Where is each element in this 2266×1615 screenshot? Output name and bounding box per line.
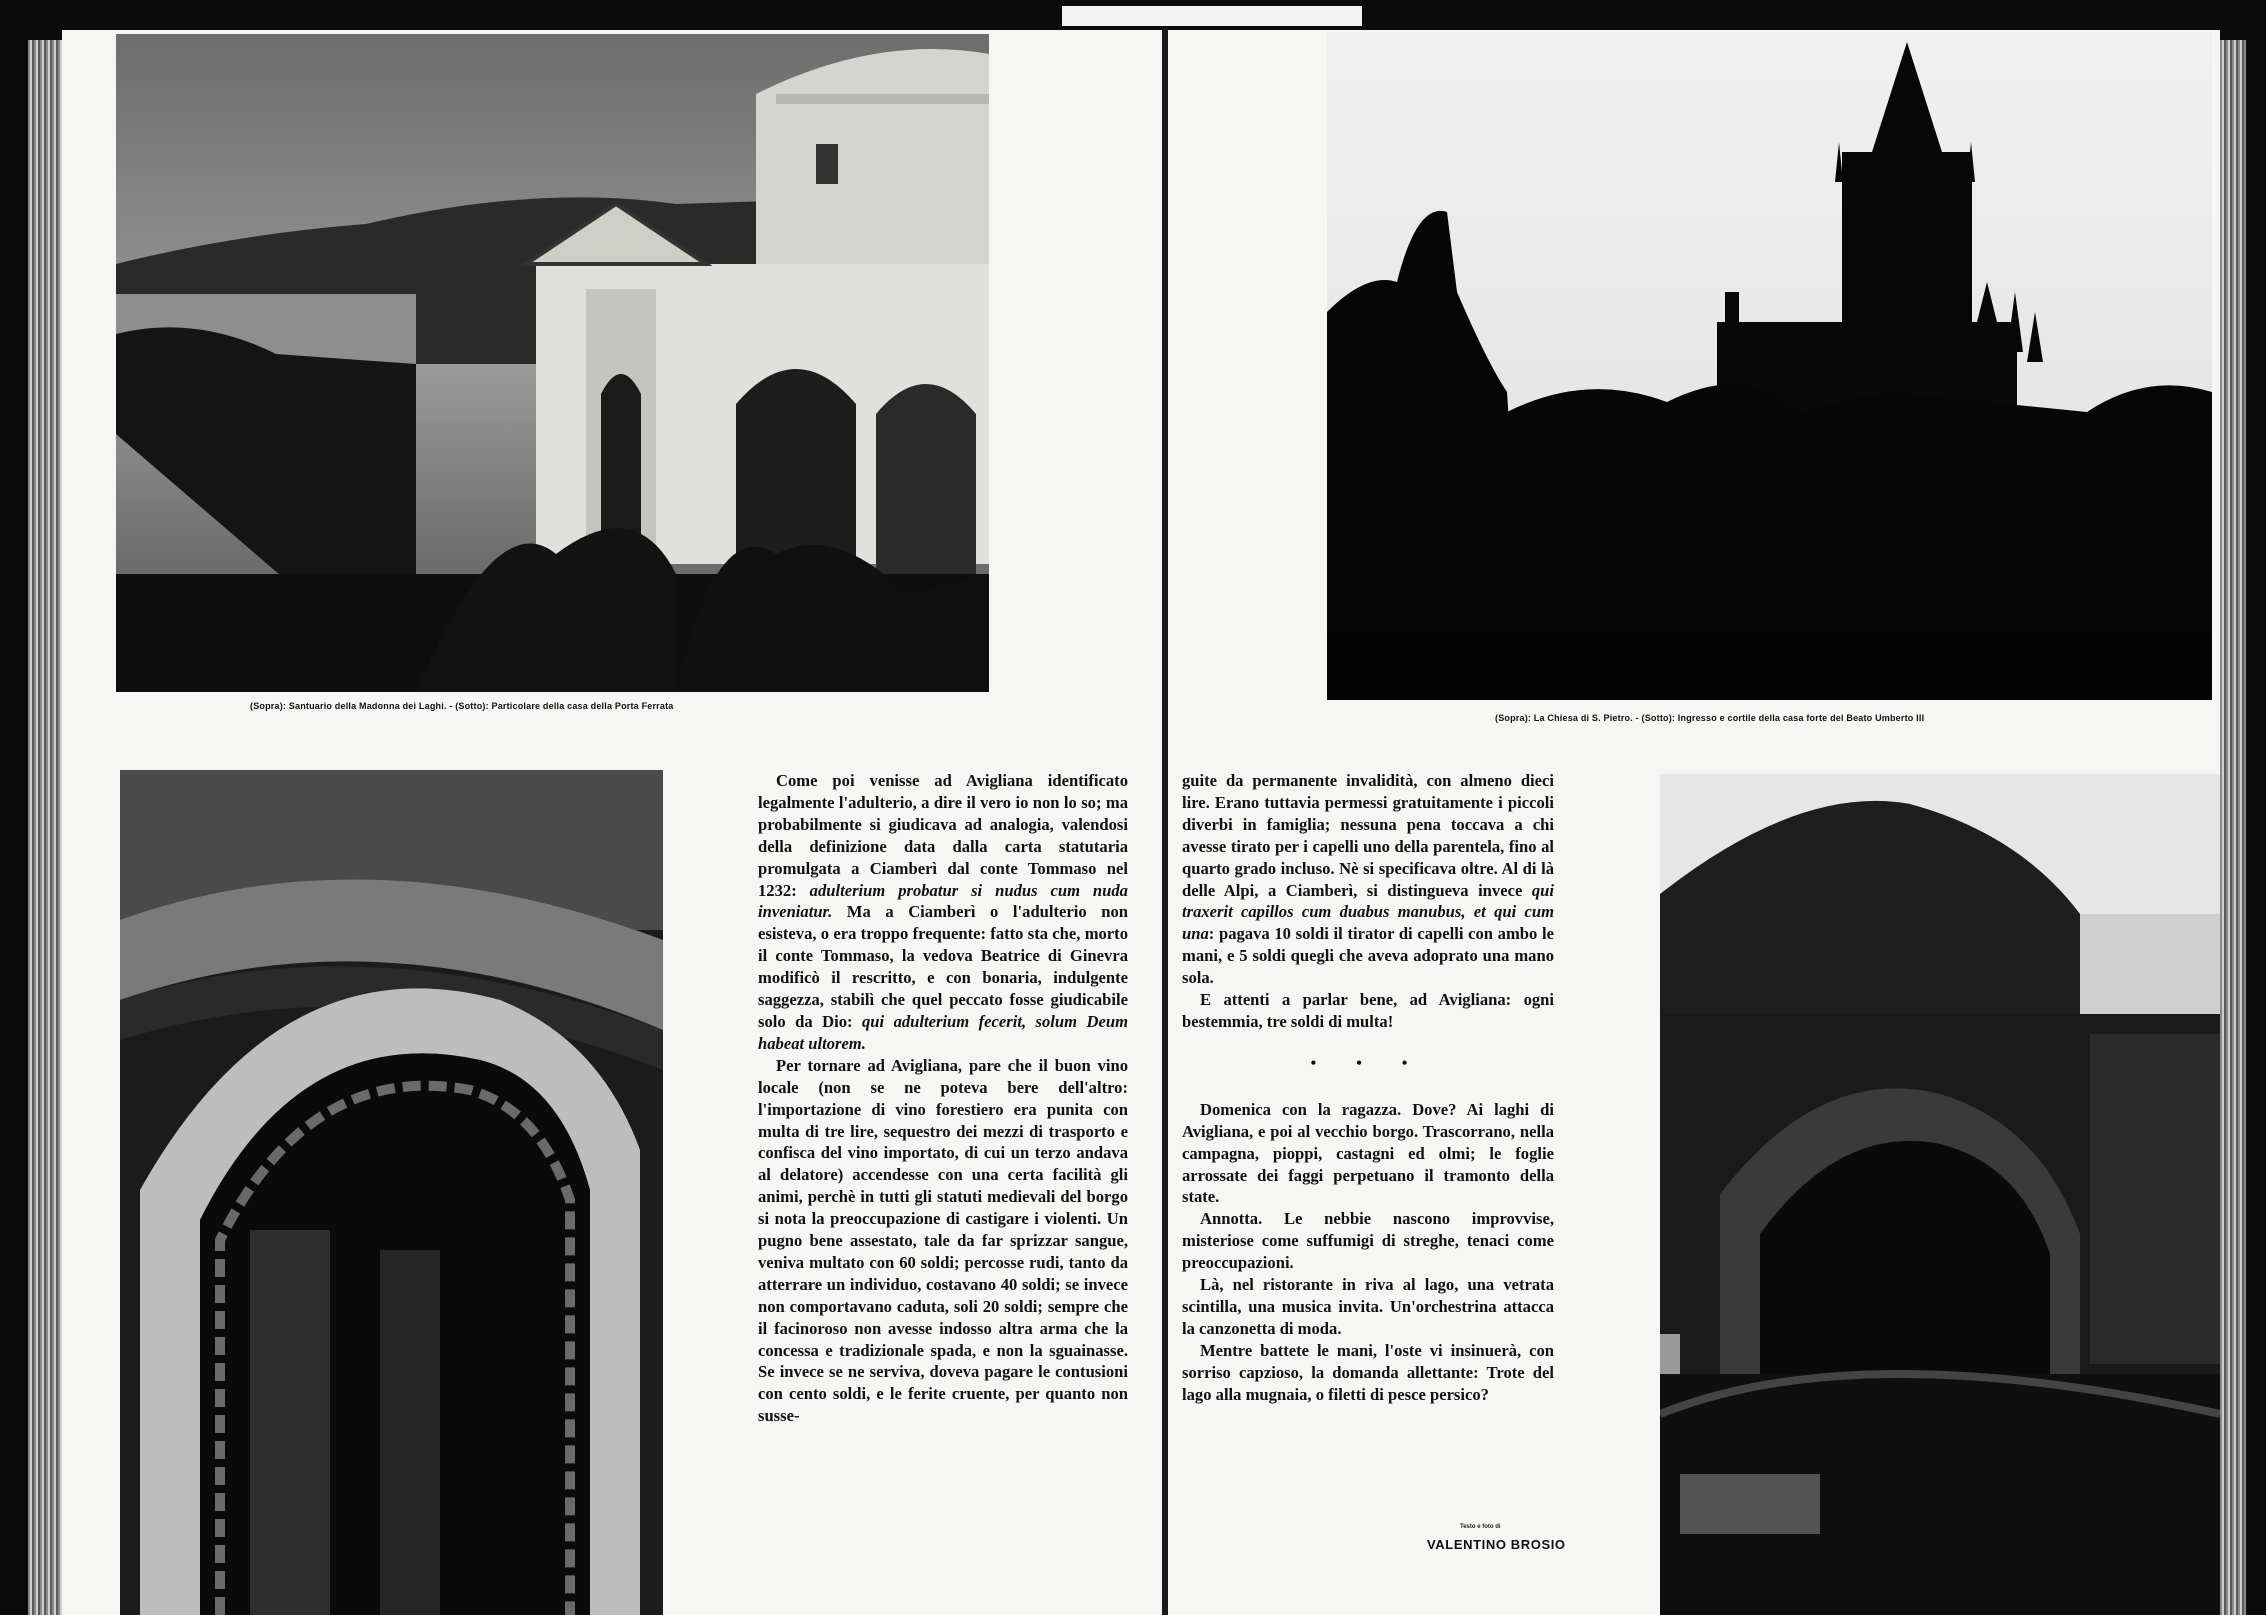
left-article-text [758, 770, 1128, 1427]
right-caption: (Sopra): La Chiesa di S. Pietro. - (Sotto): Ingresso e cortile della casa forte del Beato Umberto III [1495, 713, 1925, 723]
text-run: : pagava 10 soldi il tirator di capelli con ambo le mani, e 5 soldi quegli che aveva adoprato una mano sola. [1182, 924, 1554, 988]
gutter [1162, 28, 1168, 1615]
text-run: Ma a Ciamberì o l'adulterio non esisteva, o era troppo frequente: fatto sta che, morto il conte Tommaso, la vedova Beatrice di Ginevra modificò il rescritto, e con bonaria, indulgente saggezza, stabilì che quel peccato fosse giudicabile solo da Dio: [758, 902, 1128, 1031]
right-page-edges [2220, 40, 2246, 1615]
scanner-tab [1062, 6, 1362, 26]
left-caption: (Sopra): Santuario della Madonna dei Laghi. - (Sotto): Particolare della casa della Porta Ferrata [250, 701, 674, 711]
paragraph: Annotta. Le nebbie nascono improvvise, misteriose come suffumigi di streghe, tenaci come preoccupazioni. [1182, 1209, 1554, 1273]
archway-detail-photo [120, 770, 663, 1615]
right-page [1170, 30, 2220, 1615]
text-run: guite da permanente invalidità, con almeno dieci lire. Erano tuttavia permessi gratuitamente i piccoli diverbi in famiglia; nessuna pena toccava a chi avesse tirato per i capelli uno della parentela, fino al quarto grado incluso. Nè si specificava oltre. Al di là delle Alpi, a Ciamberì, si distingueva invece [1182, 771, 1554, 900]
text-run: E attenti a parlar bene, ad Avigliana: ogni bestemmia, tre soldi di multa! [1182, 990, 1554, 1031]
courtyard-entrance-photo [1660, 774, 2220, 1615]
paragraph [1182, 770, 1554, 989]
text-run: Per tornare ad Avigliana, pare che il buon vino locale (non se ne poteva bere dell'altro: l'importazione di vino forestiero era punita con multa di tre lire, sequestro dei mezzi di trasporto e confisca del vino importato, di cui un terzo andava al delatore) accendesse con una certa facilità gli animi, perchè in tutti gli statuti medievali del borgo si nota la preoccupazione di castigare i violenti. Un pugno bene assestato, tale da far sprizzar sangue, veniva multato con 60 soldi; percosse rudi, tanto da atterrare un individuo, costavano 40 soldi; se invece non comportavano caduta, soli 20 soldi; sempre che il facinoroso non avesse indosso altra arma che la concessa e tradizionale spada, e non la sguainasse. Se invece se ne serviva, doveva pagare le contusioni con cento soldi, e le ferite cruente, per quanto non susse- [758, 1055, 1128, 1426]
latin-quote: qui adulterium fecerit, solum Deum habeat ultorem. [758, 1011, 1128, 1053]
paragraph [1182, 989, 1554, 1033]
latin-quote: qui traxerit capillos cum duabus manubus, et qui cum una [1182, 880, 1554, 944]
left-page [62, 30, 1172, 1615]
right-article-text [1182, 770, 1554, 1405]
author-name: VALENTINO BROSIO [1427, 1537, 1566, 1552]
latin-quote: adulterium probatur si nudus cum nuda inveniatur. [758, 880, 1128, 922]
sanctuary-photo [116, 34, 989, 692]
text-run: Come poi venisse ad Avigliana identificato legalmente l'adulterio, a dire il vero io non lo so; ma probabilmente si giudicava ad analogia, valendosi della definizione data dalla carta statutaria promulgata a Ciamberì dal conte Tommaso nel 1232: [758, 771, 1128, 900]
paragraph: Là, nel ristorante in riva al lago, una vetrata scintilla, una musica invita. Un'orchestrina attacca la canzonetta di moda. [1182, 1275, 1554, 1338]
paragraph [758, 770, 1128, 1055]
left-page-edges [28, 40, 62, 1615]
credit-label: Testo e foto di [1460, 1524, 1501, 1530]
paragraph: Domenica con la ragazza. Dove? Ai laghi di Avigliana, e poi al vecchio borgo. Trascorrano, nella campagna, pioppi, castagni ed olmi; le foglie arrossate dei faggi perpetuano il tramonto della state. [1182, 1099, 1554, 1207]
paragraph: Mentre battete le mani, l'oste vi insinuerà, con sorriso capzioso, la domanda allettante: Trote del lago alla mugnaia, o filetti di pesce persico? [1182, 1340, 1554, 1404]
church-silhouette-photo [1327, 32, 2212, 700]
paragraph [758, 1055, 1128, 1427]
section-separator: • • • [1310, 1054, 1426, 1072]
